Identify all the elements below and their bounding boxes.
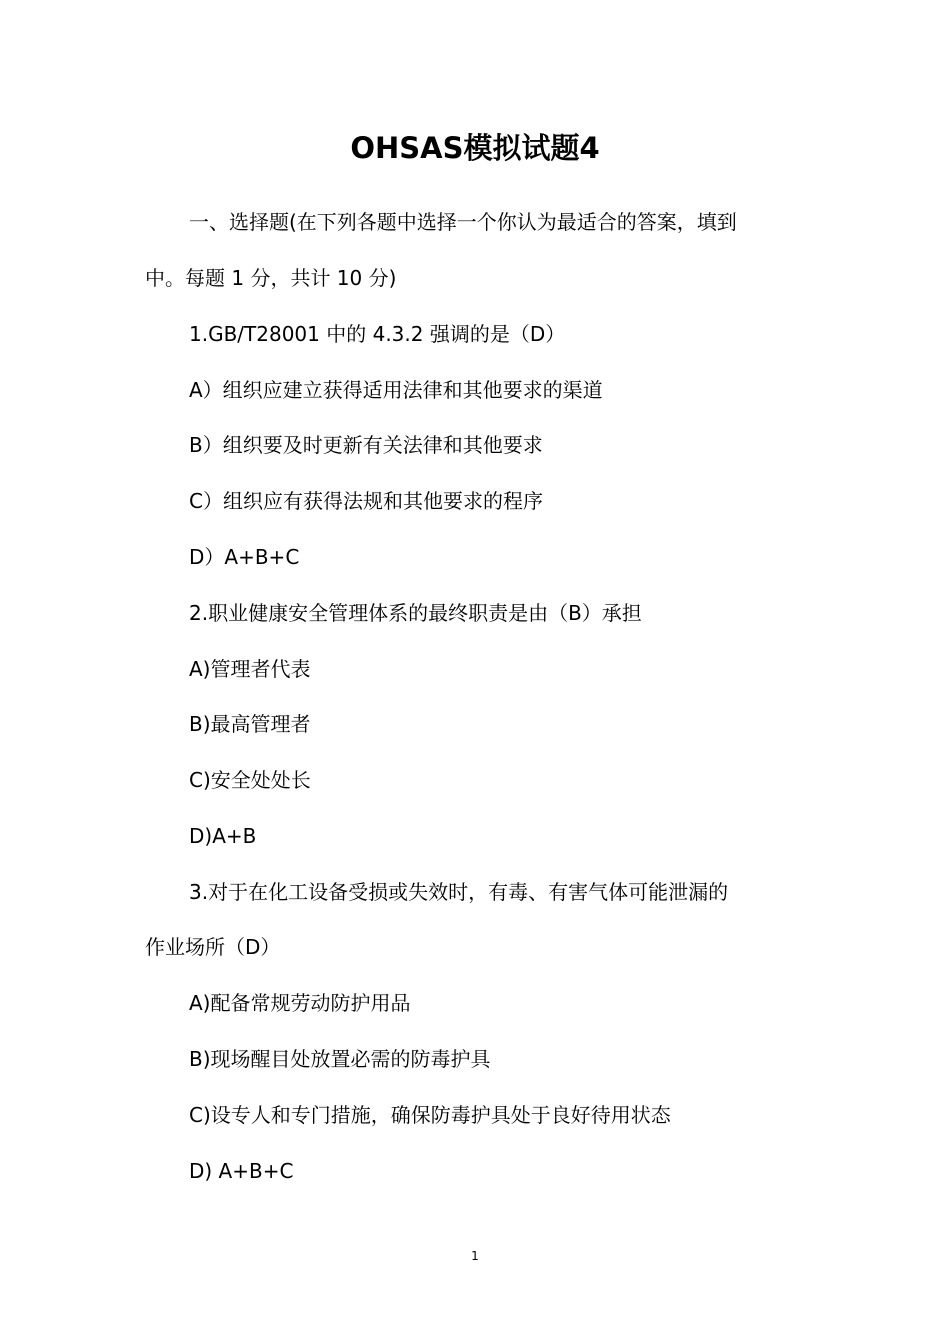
question-2-option-b: B)最高管理者 bbox=[189, 712, 311, 736]
question-2-option-c: C)安全处处长 bbox=[189, 768, 311, 792]
section-heading-line1: 一、选择题(在下列各题中选择一个你认为最适合的答案，填到 bbox=[189, 210, 737, 234]
question-3-line2: 作业场所（D） bbox=[145, 935, 281, 959]
question-1-option-d: D）A+B+C bbox=[189, 545, 300, 569]
question-2-option-d: D)A+B bbox=[189, 824, 257, 848]
question-1-option-c: C）组织应有获得法规和其他要求的程序 bbox=[189, 489, 543, 513]
question-2-option-a: A)管理者代表 bbox=[189, 657, 311, 681]
page-number: 1 bbox=[471, 1249, 479, 1263]
question-3-option-c: C)设专人和专门措施，确保防毒护具处于良好待用状态 bbox=[189, 1103, 671, 1127]
question-1-option-b: B）组织要及时更新有关法律和其他要求 bbox=[189, 433, 543, 457]
question-3-option-a: A)配备常规劳动防护用品 bbox=[189, 991, 411, 1015]
question-3-option-d: D) A+B+C bbox=[189, 1159, 294, 1183]
question-3-line1: 3.对于在化工设备受损或失效时，有毒、有害气体可能泄漏的 bbox=[189, 880, 729, 904]
question-2: 2.职业健康安全管理体系的最终职责是由（B）承担 bbox=[189, 601, 642, 625]
question-3-option-b: B)现场醒目处放置必需的防毒护具 bbox=[189, 1047, 491, 1071]
section-heading-line2: 中。每题 1 分，共计 10 分) bbox=[145, 266, 397, 290]
question-1-option-a: A）组织应建立获得适用法律和其他要求的渠道 bbox=[189, 378, 603, 402]
question-1: 1.GB/T28001 中的 4.3.2 强调的是（D） bbox=[189, 322, 566, 346]
page-title: OHSAS模拟试题4 bbox=[350, 131, 600, 165]
